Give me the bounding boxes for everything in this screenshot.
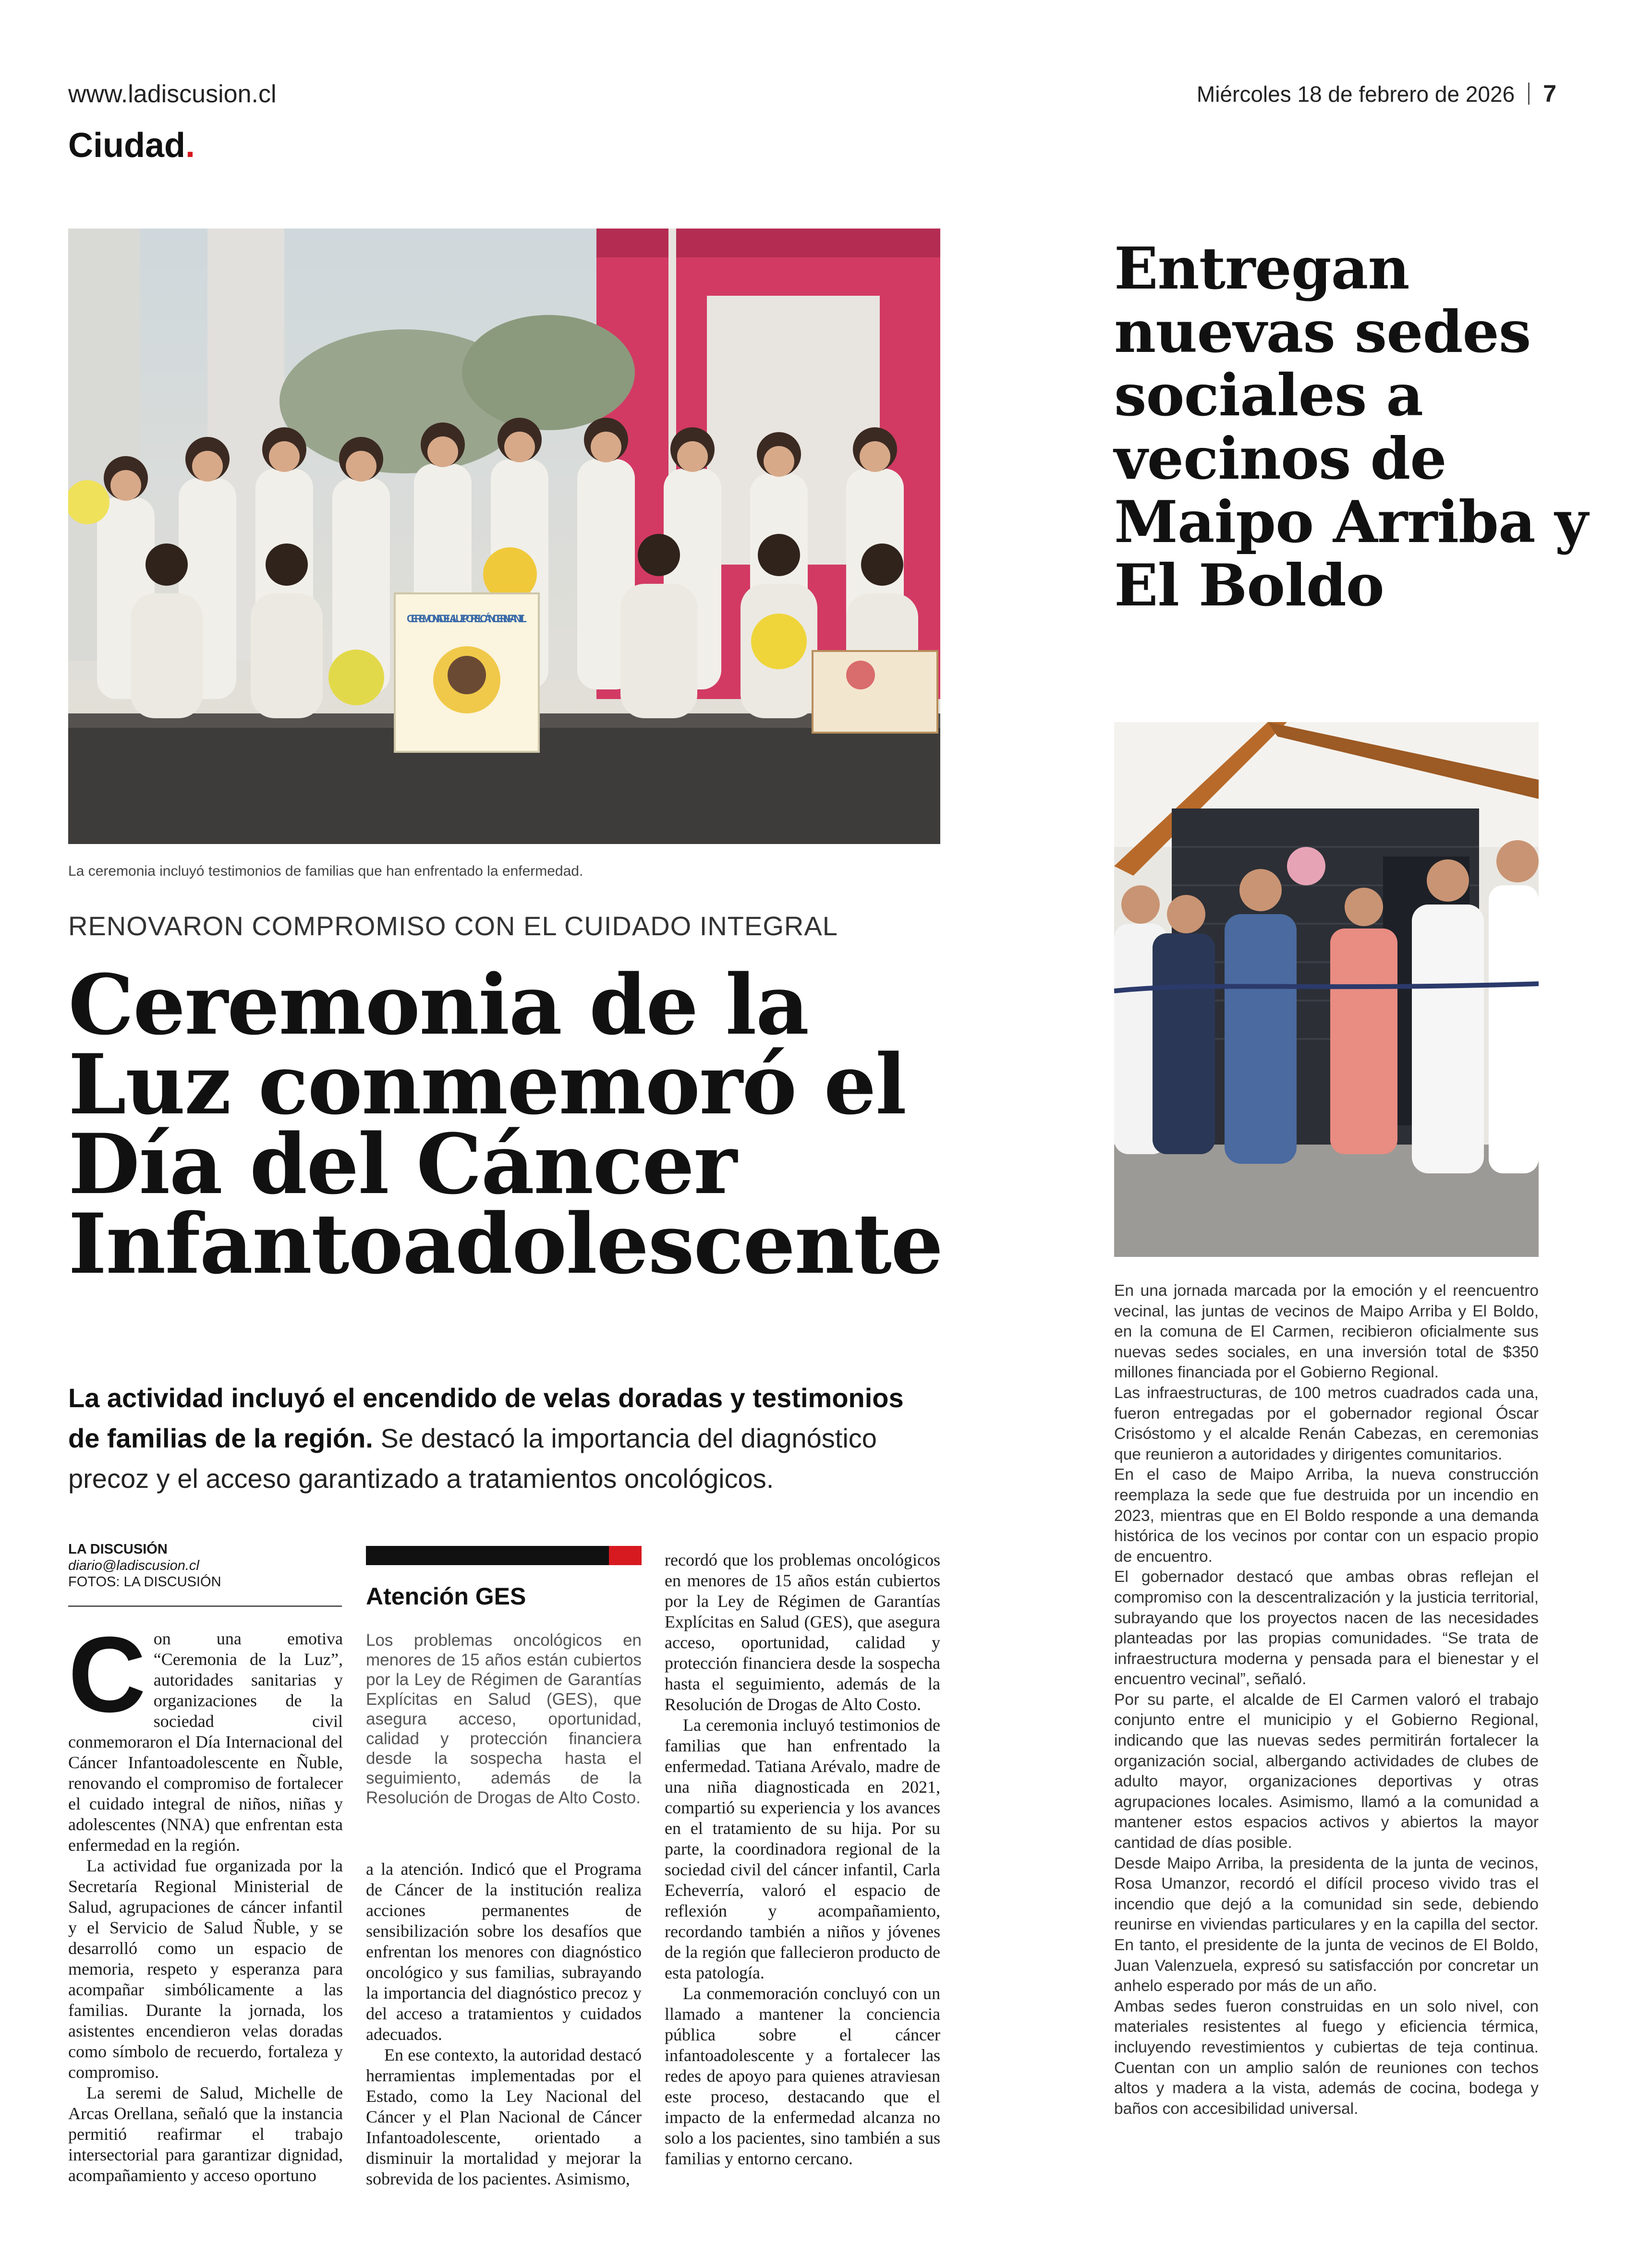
paragraph-3-continued: a la atención. Indicó que el Programa de Cáncer de la institución realiza acciones permanentes de sensibilización sobre los desafíos que enfrentan los menores con diagnóstico oncológico y sus familias, subrayando la importancia del diagnóstico precoz y del acceso a tratamientos y cuidados adecuados.	[366, 1859, 642, 2044]
section-dot: .	[185, 126, 195, 165]
poster-banner: CEREMONIA DE LA LUZ POR EL CÁNCER INFANTIL	[406, 613, 527, 625]
drop-cap: C	[68, 1615, 146, 1735]
second-paragraph-6: Desde Maipo Arriba, la presidenta de la junta de vecinos, Rosa Umanzor, recordó el difícil proceso vivido tras el incendio que dejó a la comunidad sin sede, debiendo reunirse en viviendas particulares y en la capilla del sector. En tanto, el presidente de la junta de vecinos de El Boldo, Juan Valenzuela, expresó su satisfacción por concretar un anhelo esperado por más de un año.	[1114, 1854, 1539, 1995]
ceremony-photo	[68, 229, 940, 844]
sidebar-body: Los problemas oncológicos en menores de 15 años están cubiertos por la Ley de Régimen de Garantías Explícitas en Salud (GES), que asegura acceso, oportunidad, calidad y protección financiera desde la sospecha hasta el seguimiento, además de la Resolución de Drogas de Alto Costo.	[366, 1631, 642, 1807]
second-paragraph-4: El gobernador destacó que ambas obras reflejan el compromiso con la descentralización y la justicia territorial, subrayando que los proyectos nacen de las necesidades planteadas por las propias comunidades. “Se trata de infraestructura moderna y pensada para el bienestar y el encuentro vecinal”, señaló.	[1114, 1568, 1539, 1689]
ceremony-photo-illustration	[68, 229, 940, 844]
article-column-2	[366, 1859, 642, 2189]
paragraph-5: La ceremonia incluyó testimonios de familias que han enfrentado la enfermedad. Tatiana Arévalo, madre de una niña diagnosticada en 2021, compartió su experiencia y los avances en el tratamiento de su hija. Por su parte, la coordinadora regional de la sociedad civil del cáncer infantil, Carla Echeverría, valoró el espacio de reflexión y acompañamiento, recordando también a niños y jóvenes de la región que fallecieron producto de esta patología.	[665, 1715, 940, 1982]
second-paragraph-5: Por su parte, el alcalde de El Carmen valoró el trabajo conjunto entre el municipio y el Gobierno Regional, indicando que las nuevas sedes permitirán fortalecer la organización social, albergando actividades de clubes de adulto mayor, organizaciones deportivas y otras agrupaciones locales. Asimismo, llamó a la comunidad a mantener estos espacios activos y abiertos la mayor cantidad de días posible.	[1114, 1690, 1539, 1852]
sidebar-rule	[366, 1546, 642, 1565]
paragraph-4: En ese contexto, la autoridad destacó herramientas implementadas por el Estado, como la Ley Nacional del Cáncer y el Plan Nacional de Cáncer Infantoadolescente, orientado a disminuir la mortalidad y mejorar la sobrevida de los pacientes. Asimismo,	[366, 2045, 642, 2188]
paragraph-1: on una emotiva “Ceremonia de la Luz”, autoridades sanitarias y organizaciones de la sociedad civil conmemoraron el Día Internacional del Cáncer Infantoadolescente en Ñuble, renovando el compromiso de fortalecer el cuidado integral de niños, niñas y adolescentes (NNA) que enfrentan esta enfermedad en la región.	[68, 1629, 343, 1855]
byline	[68, 1541, 342, 1590]
second-paragraph-2: Las infraestructuras, de 100 metros cuadrados cada una, fueron entregadas por el gobernador regional Óscar Crisóstomo y el alcalde Renán Cabezas, en ceremonias que reunieron a autoridades y dirigentes comunitarios.	[1114, 1384, 1539, 1463]
ribbon-cutting-illustration	[1114, 722, 1539, 1257]
deck-bold: La actividad incluyó el encendido de velas doradas y testimonios de familias de la región.	[68, 1383, 904, 1453]
paragraph-2: La actividad fue organizada por la Secretaría Regional Ministerial de Salud, agrupaciones de cáncer infantil y el Servicio de Salud Ñuble, y se desarrolló como un espacio de memoria, respeto y esperanza para acompañar simbólicamente a las familias. Durante la jornada, los asistentes encendieron velas doradas como símbolo de recuerdo, fortaleza y compromiso.	[68, 1856, 343, 2082]
main-headline: Ceremonia de la Luz conmemoró el Día del Cáncer Infantoadolescente	[68, 956, 943, 1292]
page-number: 7	[1543, 80, 1556, 107]
byline-org: LA DISCUSIÓN	[68, 1542, 168, 1557]
date-text: Miércoles 18 de febrero de 2026	[1196, 82, 1515, 107]
second-article-body	[1114, 1281, 1539, 2119]
site-url[interactable]: www.ladiscusion.cl	[68, 80, 277, 108]
paragraph-4-continued: recordó que los problemas oncológicos en menores de 15 años están cubiertos por la Ley de Régimen de Garantías Explícitas en Salud (GES), que asegura acceso, oportunidad, calidad y protección financiera desde la sospecha hasta el seguimiento, además de la Resolución de Drogas de Alto Costo.	[665, 1550, 940, 1714]
second-paragraph-3: En el caso de Maipo Arriba, la nueva construcción reemplaza la sede que fue destruida por un incendio en 2023, mientras que en El Boldo responde a una demanda histórica de los vecinos por contar con un espacio propio de encuentro.	[1114, 1466, 1539, 1566]
deck	[68, 1378, 942, 1499]
second-paragraph-1: En una jornada marcada por la emoción y el reencuentro vecinal, las juntas de vecinos de Maipo Arriba y El Boldo, en la comuna de El Carmen, recibieron oficialmente sus nuevas sedes sociales, en una inversión total de $350 millones financiada por el Gobierno Regional.	[1114, 1282, 1539, 1382]
issue-date	[1197, 80, 1556, 108]
sidebar-rule-accent	[609, 1546, 642, 1565]
article-column-1	[68, 1615, 343, 2186]
article-column-3	[665, 1550, 940, 2169]
second-headline: Entregan nuevas sedes sociales a vecinos de Maipo Arriba y El Boldo	[1114, 235, 1588, 619]
kicker: RENOVARON COMPROMISO CON EL CUIDADO INTEGRAL	[68, 911, 838, 941]
sidebar-title: Atención GES	[366, 1583, 526, 1610]
section-label	[68, 126, 195, 165]
second-paragraph-7: Ambas sedes fueron construidas en un solo nivel, con materiales resistentes al fuego y eficiencia térmica, incluyendo revestimientos y cubiertas de teja continua. Cuentan con un amplio salón de reuniones con techos altos y madera a la vista, además de cocina, bodega y baños con accesibilidad universal.	[1114, 1997, 1539, 2118]
paragraph-6: La conmemoración concluyó con un llamado a mantener la conciencia pública sobre el cáncer infantoadolescente y a fortalecer las redes de apoyo para quienes atraviesan este proceso, destacando que el impacto de la enfermedad alcanza no solo a los pacientes, sino también a sus familias y entorno cercano.	[665, 1984, 940, 2168]
photo-caption: La ceremonia incluyó testimonios de familias que han enfrentado la enfermedad.	[68, 863, 583, 879]
ribbon-cutting-photo	[1114, 722, 1539, 1257]
header-divider	[1528, 83, 1530, 105]
byline-email[interactable]: diario@ladiscusion.cl	[68, 1558, 199, 1573]
byline-photos: FOTOS: LA DISCUSIÓN	[68, 1574, 221, 1590]
section-name: Ciudad	[68, 126, 185, 165]
paragraph-3: La seremi de Salud, Michelle de Arcas Orellana, señaló que la instancia permitió reafirmar el trabajo intersectorial para garantizar dignidad, acompañamiento y acceso oportuno	[68, 2083, 343, 2185]
byline-divider	[68, 1605, 342, 1607]
deck-regular: Se destacó la importancia del diagnóstico precoz y el acceso garantizado a tratamientos oncológicos.	[68, 1423, 877, 1494]
